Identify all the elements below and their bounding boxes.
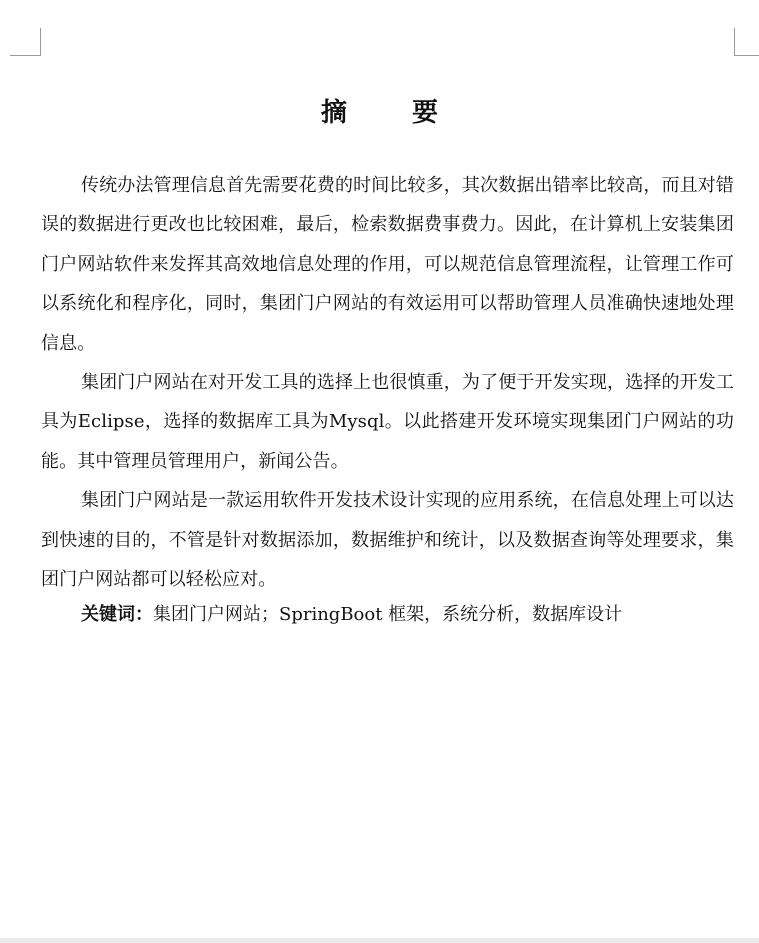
abstract-paragraph-1: 传统办法管理信息首先需要花费的时间比较多，其次数据出错率比较高，而且对错误的数据进行更改也比较困难，最后，检索数据费事费力。因此，在计算机上安装集团门户网站软件来发挥其高效地信息处理的作用，可以规范信息管理流程，让管理工作可以系统化和程序化，同时，集团门户网站的有效运用可以帮助管理人员准确快速地处理信息。 (41, 175, 734, 354)
crop-mark-top-right (734, 28, 759, 56)
abstract-paragraph-2: 集团门户网站在对开发工具的选择上也很慎重，为了便于开发实现，选择的开发工具为Eclipse，选择的数据库工具为Mysql。以此搭建开发环境实现集团门户网站的功能。其中管理员管理用户，新闻公告。 (41, 372, 734, 472)
abstract-title: 摘 要 (320, 98, 467, 128)
keywords-text: 集团门户网站；SpringBoot 框架，系统分析，数据库设计 (153, 604, 623, 626)
keywords-line (41, 599, 734, 630)
crop-mark-top-left (10, 28, 41, 56)
keywords-label: 关键词： (81, 604, 153, 626)
abstract-paragraph-3: 集团门户网站是一款运用软件开发技术设计实现的应用系统，在信息处理上可以达到快速的目的，不管是针对数据添加，数据维护和统计，以及数据查询等处理要求，集团门户网站都可以轻松应对。 (41, 490, 734, 591)
abstract-body (41, 166, 734, 630)
page-bottom-edge (0, 938, 759, 943)
